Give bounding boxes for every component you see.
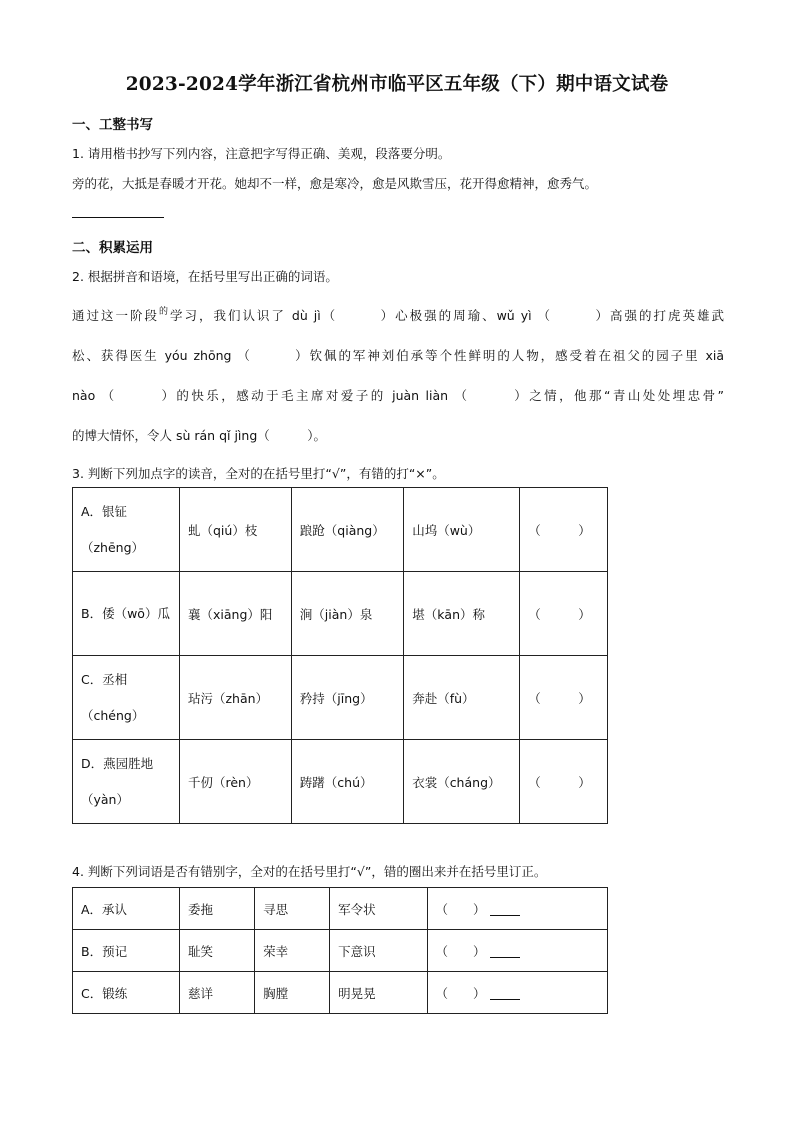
q4-correction-blank[interactable]: [490, 903, 520, 916]
q4-answer-paren[interactable]: （ ）: [435, 943, 486, 959]
table-row: [73, 972, 608, 1014]
q2-line-2: 松、获得医生 yóu zhōng （ ）钦佩的军神刘伯承等个性鲜明的人物，感受着在祖父的园子里 xiā: [72, 348, 724, 363]
q4-answer-cell[interactable]: [427, 930, 607, 972]
q3-cell: 虬（qiú）枝: [180, 488, 292, 572]
q3-cell: 襄（xiāng）阳: [180, 572, 292, 656]
q2-line-1: 通过这一阶段$^的$学习，我们认识了 dù jì（ ）心极强的周瑜、wǔ yì （ ）高强的打虎英雄武: [72, 307, 724, 323]
table-row: [73, 572, 608, 656]
q3-cell: 奔赴（fù）: [404, 656, 520, 740]
q3-cell: 矜持（jīng）: [291, 656, 403, 740]
exam-title: 2023-2024学年浙江省杭州市临平区五年级（下）期中语文试卷: [125, 74, 669, 95]
section-heading-accumulation: 二、积累运用: [72, 240, 153, 256]
q4-correction-blank[interactable]: [490, 945, 520, 958]
q4-cell: 明晃晃: [330, 972, 427, 1014]
q3-answer-paren[interactable]: （ ）: [520, 656, 608, 740]
q3-option: D．燕园胜地（yàn）: [73, 740, 180, 824]
q4-cell: 慈详: [180, 972, 255, 1014]
q3-prompt: 3. 判断下列加点字的读音，全对的在括号里打“√”，有错的打“×”。: [72, 466, 445, 481]
q4-cell: 耻笑: [180, 930, 255, 972]
q1-prompt: 1. 请用楷书抄写下列内容，注意把字写得正确、美观，段落要分明。: [72, 146, 451, 161]
q2-line-4: 的博大情怀，令人 sù rán qǐ jìng（ ）。: [72, 428, 327, 443]
q3-cell: 涧（jiàn）泉: [291, 572, 403, 656]
q4-answer-paren[interactable]: （ ）: [435, 901, 486, 917]
q1-copy-text: 旁的花，大抵是春暖才开花。她却不一样，愈是寒冷，愈是风欺雪压，花开得愈精神，愈秀气。: [72, 176, 598, 191]
q4-cell: 下意识: [330, 930, 427, 972]
q3-cell: 玷污（zhān）: [180, 656, 292, 740]
q4-cell: 荣幸: [255, 930, 330, 972]
q4-table: [72, 887, 608, 1014]
q3-option: A．银钲（zhēng）: [73, 488, 180, 572]
q3-cell: 堪（kān）称: [404, 572, 520, 656]
q4-cell: 军令状: [330, 888, 427, 930]
q4-answer-paren[interactable]: （ ）: [435, 985, 486, 1001]
q3-answer-paren[interactable]: （ ）: [520, 572, 608, 656]
q2-line-3: nào （ ）的快乐，感动于毛主席对爱子的 juàn liàn （ ）之情，他那“青山处处埋忠骨”: [72, 388, 724, 403]
q2-prompt: 2. 根据拼音和语境，在括号里写出正确的词语。: [72, 269, 338, 284]
q4-option: C．锻练: [73, 972, 180, 1014]
table-row: [73, 656, 608, 740]
q3-answer-paren[interactable]: （ ）: [520, 740, 608, 824]
q3-cell: 山坞（wù）: [404, 488, 520, 572]
q3-cell: 踉跄（qiàng）: [291, 488, 403, 572]
q3-cell: 衣裳（cháng）: [404, 740, 520, 824]
q3-answer-paren[interactable]: （ ）: [520, 488, 608, 572]
table-row: [73, 488, 608, 572]
q4-answer-cell[interactable]: [427, 888, 607, 930]
table-row: [73, 740, 608, 824]
q3-cell: 千仞（rèn）: [180, 740, 292, 824]
table-row: [73, 930, 608, 972]
q2-paragraph: [72, 292, 724, 456]
q3-option: C．丞相（chéng）: [73, 656, 180, 740]
section-heading-writing: 一、工整书写: [72, 117, 153, 133]
q3-cell: 踌躇（chú）: [291, 740, 403, 824]
q4-option: B．预记: [73, 930, 180, 972]
q3-table: [72, 487, 608, 824]
q1-answer-line[interactable]: [72, 217, 164, 218]
q4-cell: 委拖: [180, 888, 255, 930]
q4-option: A．承认: [73, 888, 180, 930]
q4-prompt: 4. 判断下列词语是否有错别字，全对的在括号里打“√”，错的圈出来并在括号里订正。: [72, 864, 547, 879]
q4-cell: 寻思: [255, 888, 330, 930]
table-row: [73, 888, 608, 930]
q3-option: B．倭（wō）瓜: [73, 572, 180, 656]
q4-cell: 胸膛: [255, 972, 330, 1014]
q4-answer-cell[interactable]: [427, 972, 607, 1014]
q4-correction-blank[interactable]: [490, 987, 520, 1000]
